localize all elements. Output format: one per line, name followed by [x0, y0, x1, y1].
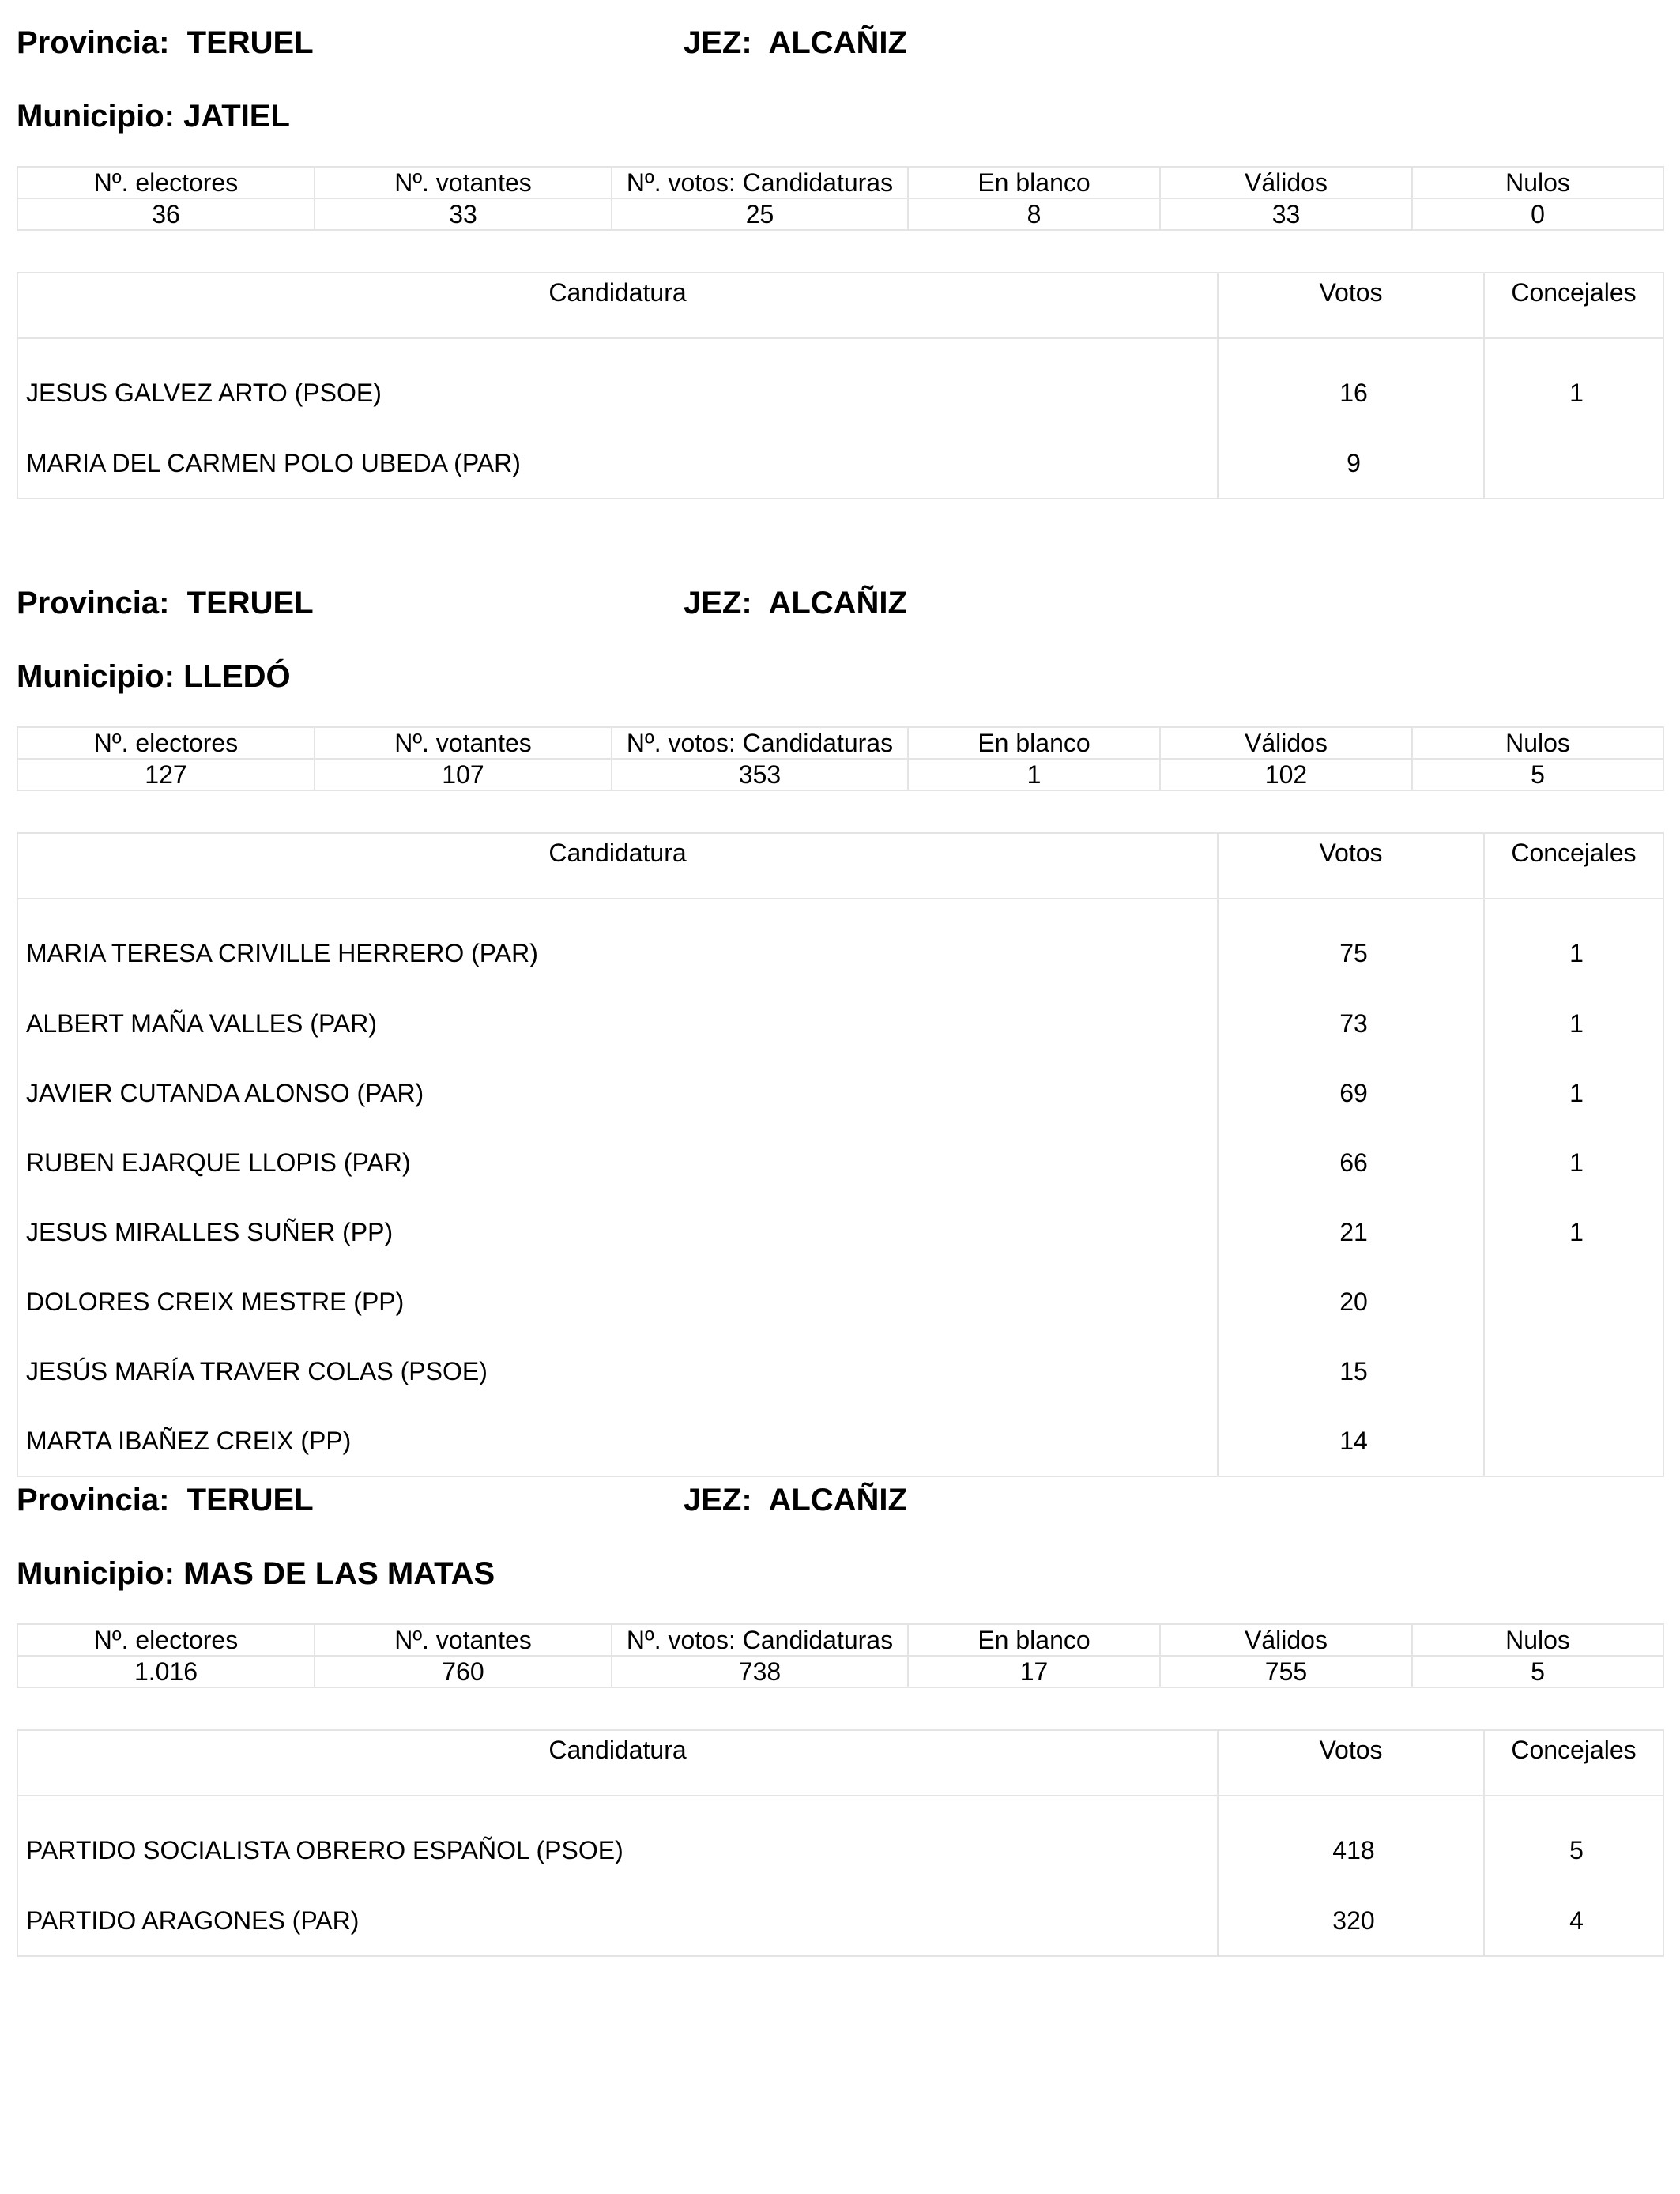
candidate-row: [17, 1886, 1663, 1956]
candidate-votos: 16: [1218, 338, 1484, 428]
concejales-header: Concejales: [1484, 273, 1663, 338]
candidate-row: [17, 1336, 1663, 1406]
stats-header-cell: Nº. votantes: [315, 167, 612, 198]
candidate-name: RUBEN EJARQUE LLOPIS (PAR): [17, 1128, 1218, 1197]
candidate-name: MARIA DEL CARMEN POLO UBEDA (PAR): [17, 428, 1218, 499]
candidate-concejales: [1484, 1267, 1663, 1336]
stats-header-cell: Nº. votos: Candidaturas: [612, 167, 908, 198]
stats-header-cell: Nº. electores: [17, 1624, 315, 1656]
candidate-row: [17, 1058, 1663, 1128]
candidate-row: [17, 1197, 1663, 1267]
municipio-heading: Municipio: MAS DE LAS MATAS: [17, 1556, 495, 1591]
stats-header-cell: Válidos: [1160, 1624, 1412, 1656]
stats-value-cell: 1.016: [17, 1656, 315, 1687]
provincia-heading: Provincia: TERUEL: [17, 25, 314, 60]
candidate-row: [17, 989, 1663, 1058]
candidate-concejales: [1484, 1406, 1663, 1476]
candidate-row: [17, 1128, 1663, 1197]
candidate-votos: 418: [1218, 1796, 1484, 1886]
stats-value-cell: 102: [1160, 759, 1412, 790]
stats-header-cell: En blanco: [908, 167, 1160, 198]
stats-header-row: [17, 1624, 1663, 1656]
candidate-votos: 75: [1218, 899, 1484, 989]
stats-value-cell: 25: [612, 198, 908, 230]
candidate-concejales: [1484, 1336, 1663, 1406]
stats-value-cell: 8: [908, 198, 1160, 230]
stats-value-cell: 107: [315, 759, 612, 790]
stats-header-cell: Nº. votantes: [315, 727, 612, 759]
stats-value-cell: 5: [1412, 1656, 1663, 1687]
candidate-votos: 20: [1218, 1267, 1484, 1336]
candidate-name: ALBERT MAÑA VALLES (PAR): [17, 989, 1218, 1058]
candidate-votos: 73: [1218, 989, 1484, 1058]
section-header: [17, 586, 1663, 633]
stats-header-cell: Nº. votos: Candidaturas: [612, 1624, 908, 1656]
provincia-heading: Provincia: TERUEL: [17, 1483, 314, 1517]
stats-header-cell: Válidos: [1160, 727, 1412, 759]
candidate-concejales: 4: [1484, 1886, 1663, 1956]
stats-header-cell: En blanco: [908, 1624, 1160, 1656]
candidate-name: JESUS GALVEZ ARTO (PSOE): [17, 338, 1218, 428]
candidate-votos: 14: [1218, 1406, 1484, 1476]
candidate-votos: 15: [1218, 1336, 1484, 1406]
section-header: [17, 25, 1663, 73]
municipio-section-jatiel: [17, 25, 1663, 476]
stats-value-cell: 17: [908, 1656, 1160, 1687]
concejales-header: Concejales: [1484, 1730, 1663, 1796]
candidate-concejales: [1484, 428, 1663, 499]
provincia-heading: Provincia: TERUEL: [17, 586, 314, 620]
stats-value-cell: 755: [1160, 1656, 1412, 1687]
candidate-concejales: 1: [1484, 1197, 1663, 1267]
votos-header: Votos: [1218, 833, 1484, 899]
candidate-name: JAVIER CUTANDA ALONSO (PAR): [17, 1058, 1218, 1128]
candidate-concejales: 1: [1484, 989, 1663, 1058]
stats-value-row: [17, 198, 1663, 230]
stats-value-row: [17, 759, 1663, 790]
candidate-concejales: 1: [1484, 1058, 1663, 1128]
concejales-header: Concejales: [1484, 833, 1663, 899]
stats-table: [17, 726, 1664, 791]
stats-value-cell: 33: [315, 198, 612, 230]
candidate-name: PARTIDO ARAGONES (PAR): [17, 1886, 1218, 1956]
candidate-row: [17, 428, 1663, 499]
candidate-votos: 66: [1218, 1128, 1484, 1197]
jez-heading: JEZ: ALCAÑIZ: [684, 1483, 907, 1517]
jez-heading: JEZ: ALCAÑIZ: [684, 586, 907, 620]
stats-header-cell: Válidos: [1160, 167, 1412, 198]
candidate-concejales: 1: [1484, 899, 1663, 989]
candidate-votos: 9: [1218, 428, 1484, 499]
candidate-name: PARTIDO SOCIALISTA OBRERO ESPAÑOL (PSOE): [17, 1796, 1218, 1886]
candidate-row: [17, 899, 1663, 989]
candidate-name: MARIA TERESA CRIVILLE HERRERO (PAR): [17, 899, 1218, 989]
candidate-votos: 320: [1218, 1886, 1484, 1956]
candidatura-header: Candidatura: [17, 1730, 1218, 1796]
stats-value-cell: 760: [315, 1656, 612, 1687]
candidate-concejales: 1: [1484, 1128, 1663, 1197]
stats-header-cell: En blanco: [908, 727, 1160, 759]
municipio-heading: Municipio: LLEDÓ: [17, 659, 291, 694]
candidatura-table: [17, 832, 1664, 1477]
candidate-name: MARTA IBAÑEZ CREIX (PP): [17, 1406, 1218, 1476]
stats-value-row: [17, 1656, 1663, 1687]
stats-table: [17, 166, 1664, 231]
candidate-row: [17, 1406, 1663, 1476]
stats-value-cell: 353: [612, 759, 908, 790]
stats-header-cell: Nulos: [1412, 1624, 1663, 1656]
jez-heading: JEZ: ALCAÑIZ: [684, 25, 907, 60]
candidatura-header: Candidatura: [17, 273, 1218, 338]
candidate-row: [17, 338, 1663, 428]
candidatura-header-row: [17, 1730, 1663, 1796]
stats-value-cell: 127: [17, 759, 315, 790]
candidate-votos: 21: [1218, 1197, 1484, 1267]
stats-header-cell: Nº. votantes: [315, 1624, 612, 1656]
stats-header-cell: Nulos: [1412, 727, 1663, 759]
candidate-votos: 69: [1218, 1058, 1484, 1128]
candidate-name: DOLORES CREIX MESTRE (PP): [17, 1267, 1218, 1336]
municipio-section-lledo: [17, 586, 1663, 1455]
municipio-heading: Municipio: JATIEL: [17, 99, 290, 134]
stats-header-cell: Nº. electores: [17, 727, 315, 759]
candidate-concejales: 1: [1484, 338, 1663, 428]
votos-header: Votos: [1218, 273, 1484, 338]
votos-header: Votos: [1218, 1730, 1484, 1796]
candidate-row: [17, 1267, 1663, 1336]
stats-value-cell: 0: [1412, 198, 1663, 230]
candidate-row: [17, 1796, 1663, 1886]
candidatura-table: [17, 1729, 1664, 1957]
candidatura-header-row: [17, 833, 1663, 899]
candidate-concejales: 5: [1484, 1796, 1663, 1886]
candidatura-header: Candidatura: [17, 833, 1218, 899]
stats-header-cell: Nº. electores: [17, 167, 315, 198]
stats-value-cell: 36: [17, 198, 315, 230]
candidatura-header-row: [17, 273, 1663, 338]
section-header: [17, 1483, 1663, 1530]
municipio-section-mas-de-las-matas: [17, 1483, 1663, 1941]
stats-value-cell: 33: [1160, 198, 1412, 230]
stats-header-cell: Nulos: [1412, 167, 1663, 198]
candidate-name: JESÚS MARÍA TRAVER COLAS (PSOE): [17, 1336, 1218, 1406]
candidatura-table: [17, 272, 1664, 499]
stats-table: [17, 1623, 1664, 1688]
stats-value-cell: 5: [1412, 759, 1663, 790]
stats-header-cell: Nº. votos: Candidaturas: [612, 727, 908, 759]
stats-header-row: [17, 167, 1663, 198]
stats-value-cell: 1: [908, 759, 1160, 790]
stats-header-row: [17, 727, 1663, 759]
stats-value-cell: 738: [612, 1656, 908, 1687]
candidate-name: JESUS MIRALLES SUÑER (PP): [17, 1197, 1218, 1267]
